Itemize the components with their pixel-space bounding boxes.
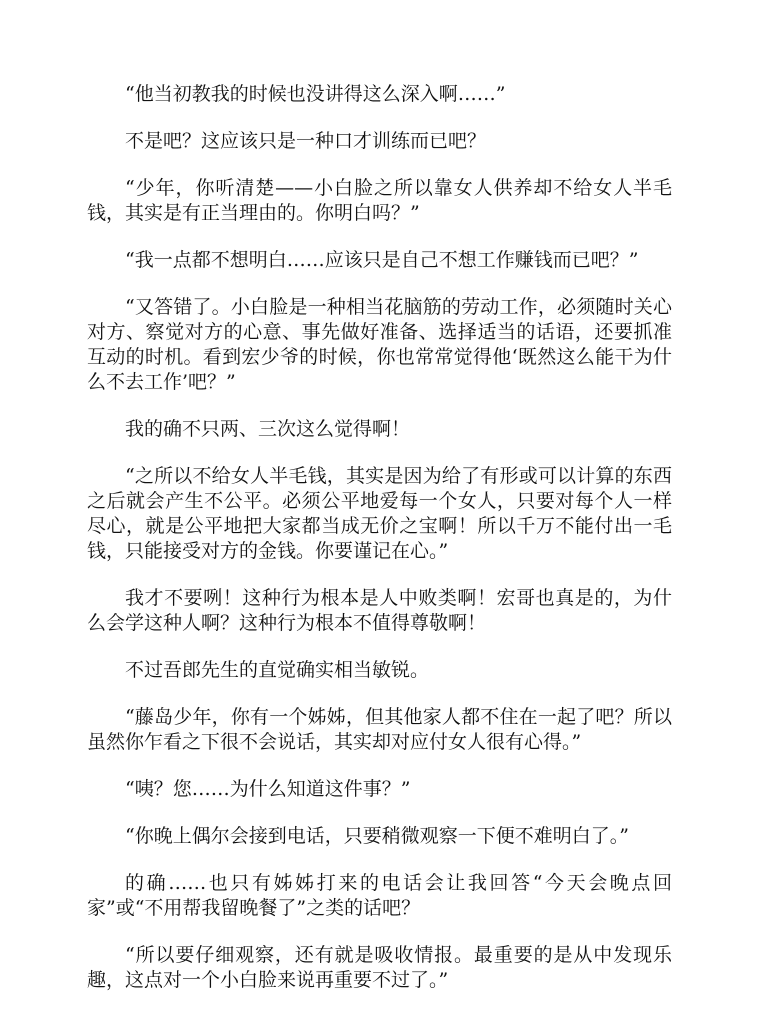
paragraph-11: “咦？您……为什么知道这件事？”	[125, 778, 411, 800]
paragraph-5: “又答错了。小白脸是一种相当花脑筋的劳动工作，必须随时关心对方、察觉对方的心意、事先做好准备、选择适当的话语，还要抓准互动的时机。看到宏少爷的时候，你也常常觉得他‘既然这么能干为什么不去工作’吧？”	[87, 296, 672, 393]
paragraph-3: “少年，你听清楚——小白脸之所以靠女人供养却不给女人半毛钱，其实是有正当理由的。你明白吗？”	[87, 177, 672, 224]
paragraph-12: “你晚上偶尔会接到电话，只要稍微观察一下便不难明白了。”	[125, 825, 629, 847]
paragraph-2: 不是吧？这应该只是一种口才训练而已吧？	[125, 130, 487, 152]
paragraph-10: “藤岛少年，你有一个姊姊，但其他家人都不住在一起了吧？所以虽然你乍看之下很不会说话，其实却对应付女人很有心得。”	[87, 706, 672, 753]
paragraph-6: 我的确不只两、三次这么觉得啊！	[125, 418, 411, 440]
paragraph-4: “我一点都不想明白……应该只是自己不想工作赚钱而已吧？”	[125, 249, 639, 271]
paragraph-14: “所以要仔细观察，还有就是吸收情报。最重要的是从中发现乐趣，这点对一个小白脸来说再重要不过了。”	[87, 944, 672, 991]
paragraph-7: “之所以不给女人半毛钱，其实是因为给了有形或可以计算的东西之后就会产生不公平。必须公平地爱每一个女人，只要对每个人一样尽心，就是公平地把大家都当成无价之宝啊！所以千万不能付出一毛钱，只能接受对方的金钱。你要谨记在心。”	[87, 465, 672, 562]
paragraph-9: 不过吾郎先生的直觉确实相当敏锐。	[125, 659, 430, 681]
paragraph-8: 我才不要咧！这种行为根本是人中败类啊！宏哥也真是的，为什么会学这种人啊？这种行为根本不值得尊敬啊！	[87, 587, 672, 634]
document-page	[87, 82, 672, 1015]
paragraph-13: 的确……也只有姊姊打来的电话会让我回答“今天会晚点回家”或“不用帮我留晚餐了”之类的话吧？	[87, 872, 672, 919]
paragraph-1: “他当初教我的时候也没讲得这么深入啊……”	[125, 83, 506, 105]
